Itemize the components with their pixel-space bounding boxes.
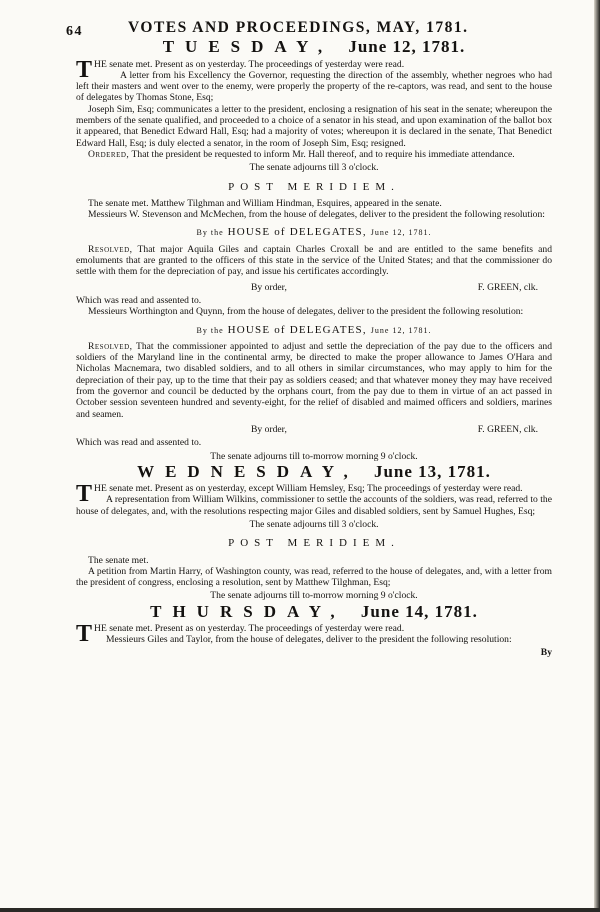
clerk-signature: F. GREEN, clk. <box>477 281 538 293</box>
day-heading-tuesday <box>76 37 552 57</box>
house-name: HOUSE of DELEGATES, <box>227 226 367 239</box>
post-meridiem-heading: POST MERIDIEM. <box>228 180 400 193</box>
adjournment: The senate adjourns till 3 o'clock. <box>249 518 379 530</box>
resolution-date: June 12, 1781. <box>370 325 432 335</box>
signature-line <box>76 282 538 293</box>
day-name: THURSDAY, <box>150 601 346 621</box>
paragraph <box>76 56 552 83</box>
paragraph: The senate met. Matthew Tilghman and William Hindman, Esquires, appeared in the senate. <box>88 197 442 209</box>
adjournment: The senate adjourns till to-morrow morning 9 o'clock. <box>210 450 418 462</box>
signature-line <box>76 424 538 435</box>
drop-cap: T <box>76 481 93 508</box>
resolution-text: That major Aquila Giles and captain Charles Croxall be and are entitled to the same benefits and emoluments that are granted to the officers of this state in the service of the United States; and that the commissioner do settle with them for the depreciation of pay, and issue his certificates accordingly. <box>76 243 552 278</box>
assent-line: Which was read and assented to. <box>76 294 202 306</box>
adjournment: The senate adjourns till 3 o'clock. <box>249 162 379 174</box>
by-the: By the <box>196 325 224 335</box>
page-number: 64 <box>66 24 83 39</box>
resolution-text: That the commissioner appointed to adjust and settle the depreciation of the pay due to the officers and soldiers of the Maryland line in the continental army, be directed to make the proper allowance to James O'Hara and Nicholas Macnemara, two disabled soldiers, and to all others in similar circumstances, who may apply to him for the depreciation of their pay, up to the time that their pay as soldiers ceased; and that whatever money they may have received from the governor and council be deducted by the orphans court, from the pay due to them in virtue of an act passed in October session seventeen hundred and seventy-eight, for the relief of disabled and maimed officers and soldiers, marines and seamen. <box>76 340 552 420</box>
paragraph <box>76 149 552 160</box>
page-bottom-edge <box>0 908 600 912</box>
resolution <box>76 244 552 278</box>
paragraph: A letter from his Excellency the Governor, requesting the direction of the assembly, whether negroes who had left their masters and went over to the enemy, were properly the property of the re-captors, was read, and sent to the house of delegates by Thomas Stone, Esq; <box>76 69 552 104</box>
running-header <box>66 19 552 39</box>
post-meridiem-heading: POST MERIDIEM. <box>228 537 400 550</box>
day-heading-wednesday <box>76 461 552 481</box>
paragraph-text: HE senate met. Present as on yesterday. The proceedings of yesterday were read. <box>94 58 405 70</box>
clerk-signature: F. GREEN, clk. <box>477 423 538 435</box>
drop-cap: T <box>76 56 93 83</box>
by-order: By order, <box>251 281 287 293</box>
resolution <box>76 341 552 420</box>
assent-line: Which was read and assented to. <box>76 437 202 449</box>
by-order: By order, <box>251 423 287 435</box>
resolution-date: June 12, 1781. <box>370 228 432 238</box>
paragraph: Messieurs W. Stevenson and McMechen, from the house of delegates, deliver to the president the following resolution: <box>88 209 545 221</box>
day-date: June 13, 1781. <box>373 461 491 481</box>
resolution-heading <box>76 325 552 336</box>
paragraph: Joseph Sim, Esq; communicates a letter to the president, enclosing a resignation of his seat in the senate; whereupon the members of the senate qualified, and proceeded to a choice of a senator in his stead, and upon examination of the ballot box it appeared, that Benedict Edward Hall, Esq; had a majority of votes; whereupon it is declared in the senate, That Benedict Edward Hall, Esq; is duly elected a senator, in the room of Joseph Sim, Esq; resigned. <box>76 103 552 149</box>
paragraph: A petition from Martin Harry, of Washington county, was read, referred to the house of delegates, and, with a letter from the president of congress, enclosing a resolution, sent by Matthew Tilghman, Esq; <box>76 565 552 589</box>
page-content <box>66 19 552 658</box>
page-edge-shadow <box>594 0 600 912</box>
day-name: WEDNESDAY, <box>137 461 359 481</box>
running-title: VOTES AND PROCEEDINGS, MAY, 1781. <box>128 19 469 36</box>
adjournment: The senate adjourns till to-morrow morning 9 o'clock. <box>210 590 418 602</box>
day-date: June 12, 1781. <box>348 37 466 57</box>
paragraph-text: That the president be requested to inform Mr. Hall thereof, and to require his immediate attendance. <box>129 148 515 160</box>
day-heading-thursday <box>76 601 552 621</box>
paragraph-text: HE senate met. Present as on yesterday. The proceedings of yesterday were read. <box>94 623 405 635</box>
day-date: June 14, 1781. <box>360 601 478 621</box>
paragraph: The senate met. <box>88 554 149 566</box>
paragraph-text: HE senate met. Present as on yesterday, except William Hemsley, Esq; The proceedings of yesterday were read. <box>94 483 523 495</box>
drop-cap: T <box>76 621 93 648</box>
resolution-heading <box>76 227 552 238</box>
paragraph: A representation from William Wilkins, commissioner to settle the accounts of the soldiers, was read, referred to the house of delegates, and, with the resolutions respecting major Giles and disabled soldiers, sent by Samuel Hughes, Esq; <box>76 494 552 517</box>
by-the: By the <box>196 228 224 238</box>
resolved-lead: Resolved, <box>88 243 133 255</box>
catchword: By <box>540 646 552 658</box>
paragraph: Messieurs Giles and Taylor, from the house of delegates, deliver to the president the following resolution: <box>106 634 512 646</box>
resolved-lead: Resolved, <box>88 340 133 352</box>
day-name: TUESDAY, <box>162 37 334 57</box>
ordered-lead: Ordered, <box>88 148 130 160</box>
paragraph: Messieurs Worthington and Quynn, from the house of delegates, deliver to the president the following resolution: <box>88 306 524 318</box>
house-name: HOUSE of DELEGATES, <box>227 323 367 336</box>
